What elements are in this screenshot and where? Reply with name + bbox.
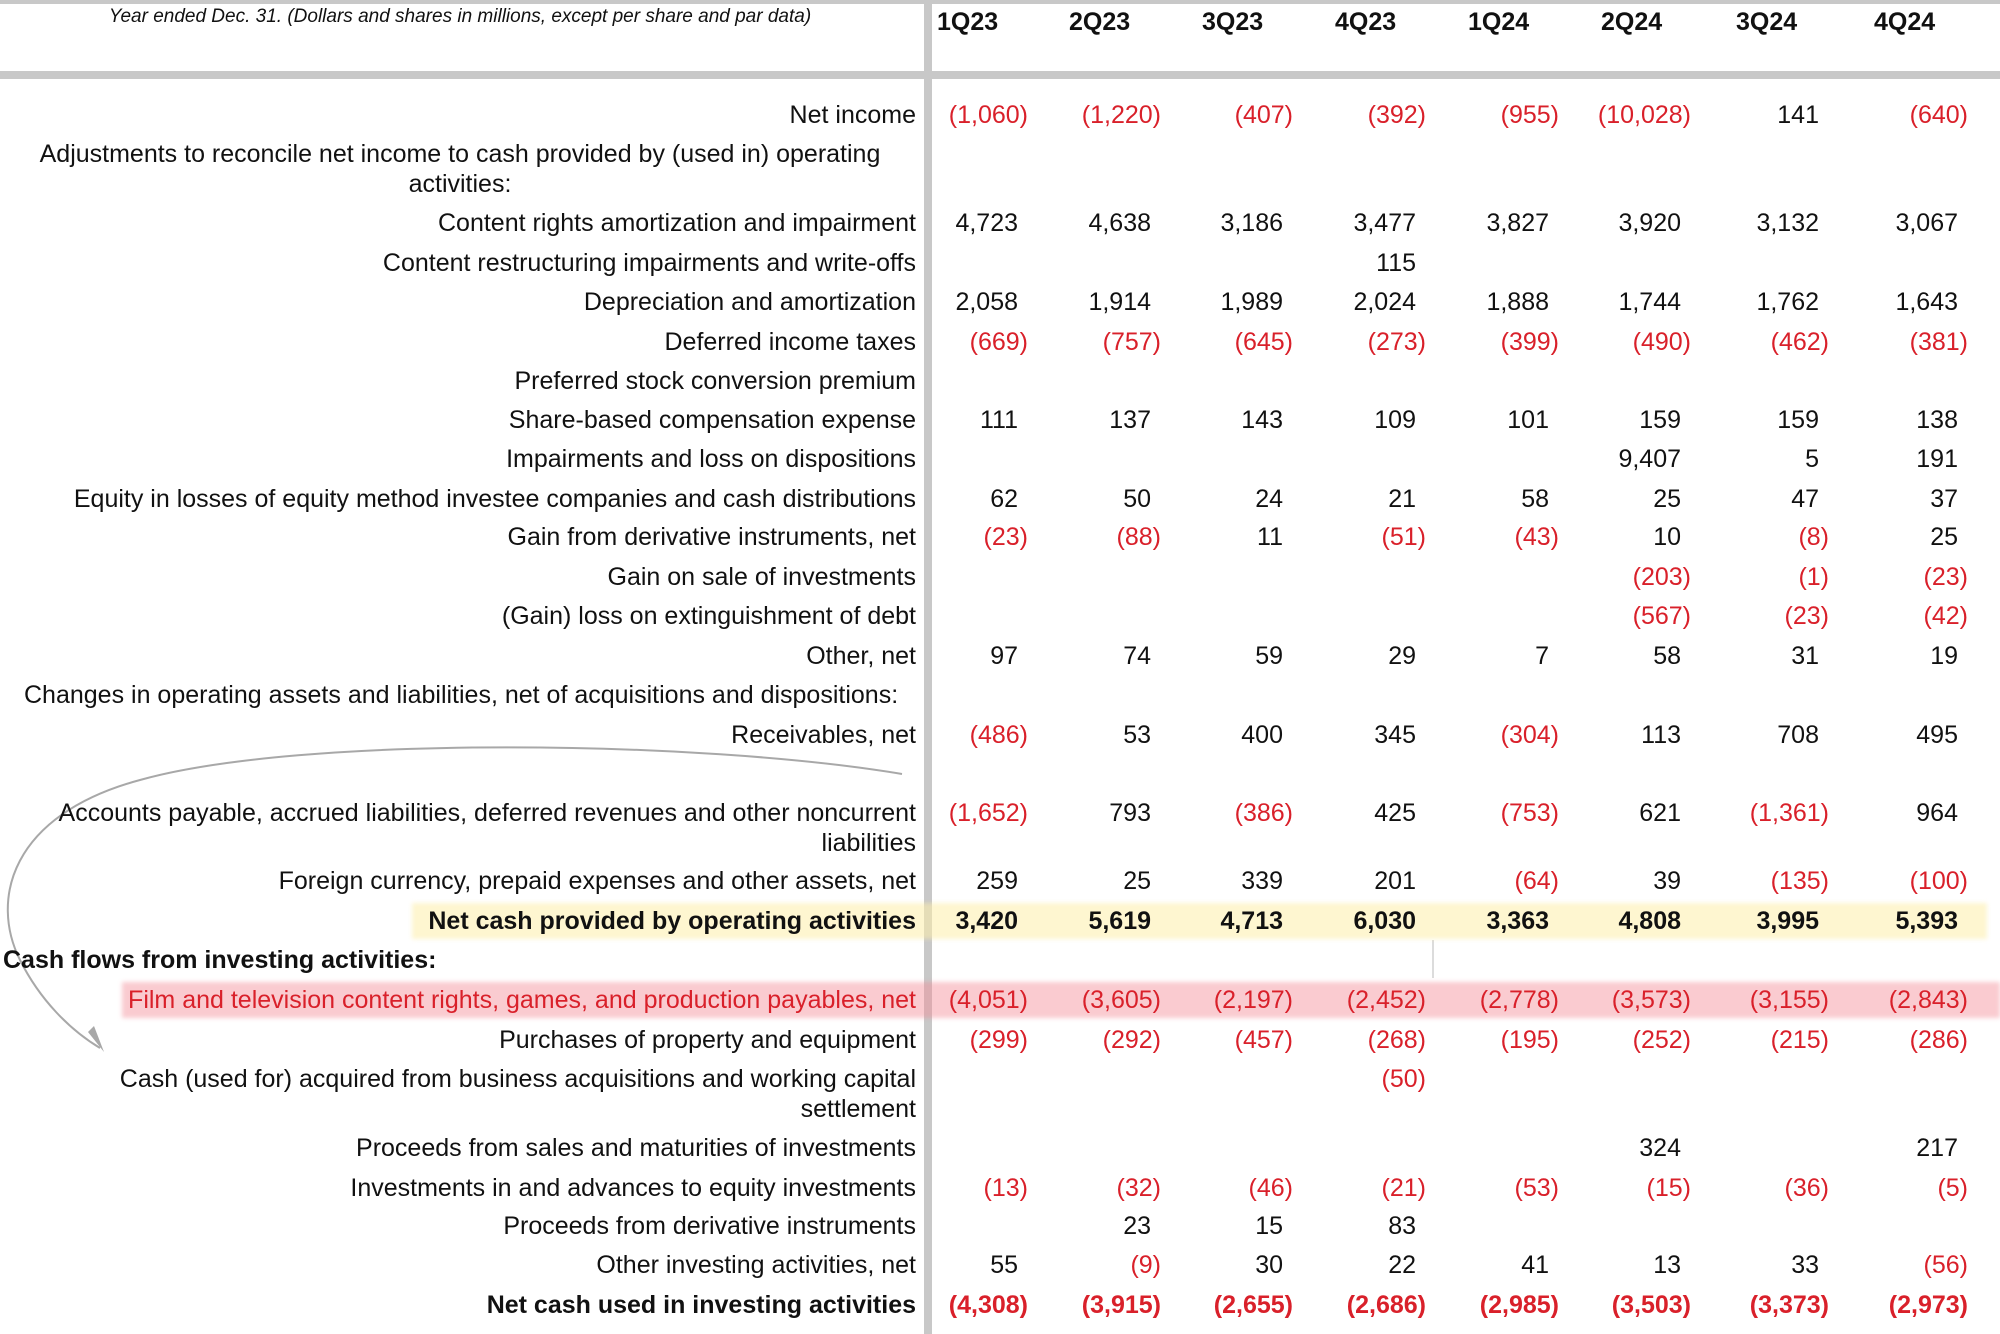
value-cell: 23 <box>1123 1212 1151 1240</box>
value-cell: 113 <box>1641 721 1681 749</box>
value-cell: 201 <box>1374 867 1416 895</box>
value-cell: 31 <box>1791 642 1819 670</box>
value-cell: 83 <box>1388 1212 1416 1240</box>
value-cell: (203) <box>1632 563 1691 591</box>
value-cell: (640) <box>1909 101 1968 129</box>
value-cell: 101 <box>1507 406 1549 434</box>
row-label: Proceeds from sales and maturities of investments <box>356 1134 916 1162</box>
value-cell: (1) <box>1798 563 1829 591</box>
row-label: Gain from derivative instruments, net <box>507 523 916 551</box>
value-cell: 708 <box>1777 721 1819 749</box>
value-cell: 495 <box>1916 721 1958 749</box>
value-cell: (2,686) <box>1346 1291 1426 1319</box>
value-cell: 217 <box>1916 1134 1958 1162</box>
value-cell: (1,361) <box>1749 799 1829 827</box>
value-cell: 137 <box>1109 406 1151 434</box>
value-cell: 4,808 <box>1618 907 1681 935</box>
row-label-section: Changes in operating assets and liabilities, net of acquisitions and dispositions: <box>24 681 899 709</box>
value-cell: 324 <box>1639 1134 1681 1162</box>
value-cell: 1,643 <box>1895 288 1958 316</box>
value-cell: 24 <box>1255 485 1283 513</box>
value-cell: (1,652) <box>948 799 1028 827</box>
value-cell: 111 <box>979 406 1018 434</box>
value-cell: 7 <box>1535 642 1549 670</box>
value-cell: (56) <box>1923 1251 1968 1279</box>
value-cell: 159 <box>1639 406 1681 434</box>
value-cell: 39 <box>1653 867 1681 895</box>
value-cell: 19 <box>1930 642 1958 670</box>
row-label: Proceeds from derivative instruments <box>503 1212 916 1240</box>
header-3q24: 3Q24 <box>1736 8 1798 36</box>
value-cell: (51) <box>1381 523 1426 551</box>
value-cell: 47 <box>1791 485 1819 513</box>
value-cell: 621 <box>1639 799 1681 827</box>
value-cell: (195) <box>1500 1026 1559 1054</box>
value-cell: (292) <box>1102 1026 1161 1054</box>
value-cell: (8) <box>1798 523 1829 551</box>
value-cell: (4,308) <box>948 1291 1028 1319</box>
value-cell: 3,920 <box>1618 209 1681 237</box>
value-cell: (2,655) <box>1213 1291 1293 1319</box>
value-cell: (88) <box>1116 523 1161 551</box>
value-cell: 58 <box>1521 485 1549 513</box>
value-cell: (286) <box>1909 1026 1968 1054</box>
value-cell: 964 <box>1916 799 1958 827</box>
value-cell: (567) <box>1632 602 1691 630</box>
header-3q23: 3Q23 <box>1202 8 1264 36</box>
investing-total-label: Net cash used in investing activities <box>486 1291 916 1319</box>
label-column-divider <box>924 0 932 1334</box>
value-cell: (273) <box>1367 328 1426 356</box>
value-cell: 3,132 <box>1756 209 1819 237</box>
value-cell: 3,420 <box>955 907 1018 935</box>
value-cell: 138 <box>1916 406 1958 434</box>
value-cell: 345 <box>1374 721 1416 749</box>
row-label: Other investing activities, net <box>596 1251 916 1279</box>
value-cell: 55 <box>990 1251 1018 1279</box>
row-label: Receivables, net <box>731 721 916 749</box>
value-cell: (462) <box>1770 328 1829 356</box>
row-label-section: Adjustments to reconcile net income to cash provided by (used in) operating activities: <box>39 140 881 198</box>
row-label: Content rights amortization and impairment <box>437 209 916 237</box>
value-cell: (23) <box>1784 602 1829 630</box>
value-cell: (2,985) <box>1479 1291 1559 1319</box>
value-cell: (669) <box>969 328 1028 356</box>
value-cell: (15) <box>1646 1174 1691 1202</box>
value-cell: (100) <box>1909 867 1968 895</box>
value-cell: 3,363 <box>1486 907 1549 935</box>
value-cell: 115 <box>1376 249 1416 277</box>
value-cell: (457) <box>1234 1026 1293 1054</box>
thin-column-divider <box>1432 940 1434 978</box>
value-cell: (215) <box>1770 1026 1829 1054</box>
value-cell: (1,060) <box>948 101 1028 129</box>
value-cell: (3,605) <box>1081 986 1161 1014</box>
value-cell: (1,220) <box>1081 101 1161 129</box>
row-label: Investments in and advances to equity investments <box>350 1174 916 1202</box>
value-cell: 1,744 <box>1618 288 1681 316</box>
value-cell: (399) <box>1500 328 1559 356</box>
value-cell: 2,024 <box>1353 288 1416 316</box>
value-cell: 25 <box>1930 523 1958 551</box>
row-label: Content restructuring impairments and write-offs <box>382 249 916 277</box>
header-4q23: 4Q23 <box>1335 8 1397 36</box>
value-cell: 4,723 <box>955 209 1018 237</box>
value-cell: (23) <box>983 523 1028 551</box>
value-cell: 59 <box>1255 642 1283 670</box>
value-cell: 793 <box>1109 799 1151 827</box>
value-cell: (10,028) <box>1597 101 1691 129</box>
value-cell: (299) <box>969 1026 1028 1054</box>
value-cell: (757) <box>1102 328 1161 356</box>
value-cell: 1,762 <box>1756 288 1819 316</box>
value-cell: 3,995 <box>1756 907 1819 935</box>
value-cell: (3,373) <box>1749 1291 1829 1319</box>
value-cell: 400 <box>1241 721 1283 749</box>
value-cell: 21 <box>1388 485 1416 513</box>
value-cell: (753) <box>1500 799 1559 827</box>
value-cell: (2,452) <box>1346 986 1426 1014</box>
row-label: Equity in losses of equity method investee companies and cash distributions <box>73 485 916 513</box>
value-cell: (2,197) <box>1213 986 1293 1014</box>
value-cell: (64) <box>1514 867 1559 895</box>
value-cell: (2,973) <box>1888 1291 1968 1319</box>
value-cell: 97 <box>990 642 1018 670</box>
value-cell: (23) <box>1923 563 1968 591</box>
row-label: Foreign currency, prepaid expenses and other assets, net <box>278 867 916 895</box>
row-label: Share-based compensation expense <box>508 406 916 434</box>
value-cell: 15 <box>1255 1212 1283 1240</box>
value-cell: 141 <box>1777 101 1819 129</box>
value-cell: (2,778) <box>1479 986 1559 1014</box>
value-cell: 10 <box>1653 523 1681 551</box>
value-cell: (3,573) <box>1611 986 1691 1014</box>
value-cell: (3,503) <box>1611 1291 1691 1319</box>
value-cell: 33 <box>1791 1251 1819 1279</box>
value-cell: (645) <box>1234 328 1293 356</box>
value-cell: 425 <box>1374 799 1416 827</box>
value-cell: 53 <box>1123 721 1151 749</box>
value-cell: (304) <box>1500 721 1559 749</box>
value-cell: (50) <box>1381 1065 1426 1093</box>
value-cell: 1,989 <box>1220 288 1283 316</box>
value-cell: 143 <box>1241 406 1283 434</box>
row-label: Deferred income taxes <box>664 328 916 356</box>
operating-total-label: Net cash provided by operating activities <box>428 907 916 935</box>
value-cell: 11 <box>1257 523 1283 551</box>
row-label: (Gain) loss on extinguishment of debt <box>501 602 916 630</box>
row-label: Gain on sale of investments <box>607 563 916 591</box>
header-4q24: 4Q24 <box>1874 8 1936 36</box>
investing-section-heading: Cash flows from investing activities: <box>3 946 437 974</box>
value-cell: 62 <box>990 485 1018 513</box>
value-cell: 3,186 <box>1220 209 1283 237</box>
value-cell: (386) <box>1234 799 1293 827</box>
value-cell: 29 <box>1388 642 1416 670</box>
value-cell: 5,393 <box>1895 907 1958 935</box>
value-cell: 191 <box>1916 445 1958 473</box>
value-cell: 3,477 <box>1353 209 1416 237</box>
header-divider <box>0 71 2000 79</box>
value-cell: 2,058 <box>955 288 1018 316</box>
value-cell: 22 <box>1388 1251 1416 1279</box>
value-cell: (2,843) <box>1888 986 1968 1014</box>
content-rights-label: Film and television content rights, games, and production payables, net <box>128 986 916 1014</box>
value-cell: (486) <box>969 721 1028 749</box>
value-cell: (46) <box>1248 1174 1293 1202</box>
value-cell: 1,914 <box>1088 288 1151 316</box>
header-1q23: 1Q23 <box>937 8 999 36</box>
header-1q24: 1Q24 <box>1468 8 1530 36</box>
value-cell: 4,638 <box>1088 209 1151 237</box>
row-label: Accounts payable, accrued liabilities, deferred revenues and other noncurrent liabilities <box>58 799 916 857</box>
row-label: Impairments and loss on dispositions <box>506 445 916 473</box>
value-cell: 1,888 <box>1486 288 1549 316</box>
value-cell: 5 <box>1805 445 1819 473</box>
value-cell: 4,713 <box>1220 907 1283 935</box>
header-2q24: 2Q24 <box>1601 8 1663 36</box>
value-cell: 30 <box>1255 1251 1283 1279</box>
value-cell: 74 <box>1123 642 1151 670</box>
value-cell: (53) <box>1514 1174 1559 1202</box>
row-label: Net income <box>789 101 916 129</box>
top-border <box>0 0 2000 4</box>
value-cell: (381) <box>1909 328 1968 356</box>
value-cell: (955) <box>1500 101 1559 129</box>
value-cell: (135) <box>1770 867 1829 895</box>
value-cell: 41 <box>1521 1251 1549 1279</box>
value-cell: (32) <box>1116 1174 1161 1202</box>
table-caption: Year ended Dec. 31. (Dollars and shares in millions, except per share and par data) <box>108 6 812 27</box>
value-cell: (9) <box>1130 1251 1161 1279</box>
value-cell: (3,155) <box>1749 986 1829 1014</box>
value-cell: 37 <box>1930 485 1958 513</box>
value-cell: (36) <box>1784 1174 1829 1202</box>
value-cell: 6,030 <box>1353 907 1416 935</box>
value-cell: (4,051) <box>948 986 1028 1014</box>
value-cell: 13 <box>1653 1251 1681 1279</box>
value-cell: 3,067 <box>1895 209 1958 237</box>
value-cell: (407) <box>1234 101 1293 129</box>
value-cell: (3,915) <box>1081 1291 1161 1319</box>
value-cell: 9,407 <box>1618 445 1681 473</box>
header-2q23: 2Q23 <box>1069 8 1131 36</box>
value-cell: (392) <box>1367 101 1426 129</box>
value-cell: (13) <box>983 1174 1028 1202</box>
row-label: Preferred stock conversion premium <box>514 367 916 395</box>
value-cell: 339 <box>1241 867 1283 895</box>
value-cell: 109 <box>1374 406 1416 434</box>
row-label: Purchases of property and equipment <box>499 1026 916 1054</box>
value-cell: (490) <box>1632 328 1691 356</box>
value-cell: 50 <box>1123 485 1151 513</box>
value-cell: (252) <box>1632 1026 1691 1054</box>
row-label: Depreciation and amortization <box>583 288 916 316</box>
value-cell: 159 <box>1777 406 1819 434</box>
row-label: Cash (used for) acquired from business acquisitions and working capital settlement <box>119 1065 916 1123</box>
value-cell: 259 <box>976 867 1018 895</box>
value-cell: 25 <box>1653 485 1681 513</box>
value-cell: (268) <box>1367 1026 1426 1054</box>
row-label: Other, net <box>806 642 916 670</box>
value-cell: (21) <box>1381 1174 1426 1202</box>
value-cell: (43) <box>1514 523 1559 551</box>
value-cell: 5,619 <box>1088 907 1151 935</box>
value-cell: 3,827 <box>1486 209 1549 237</box>
value-cell: (42) <box>1923 602 1968 630</box>
value-cell: 58 <box>1653 642 1681 670</box>
value-cell: (5) <box>1937 1174 1968 1202</box>
value-cell: 25 <box>1123 867 1151 895</box>
